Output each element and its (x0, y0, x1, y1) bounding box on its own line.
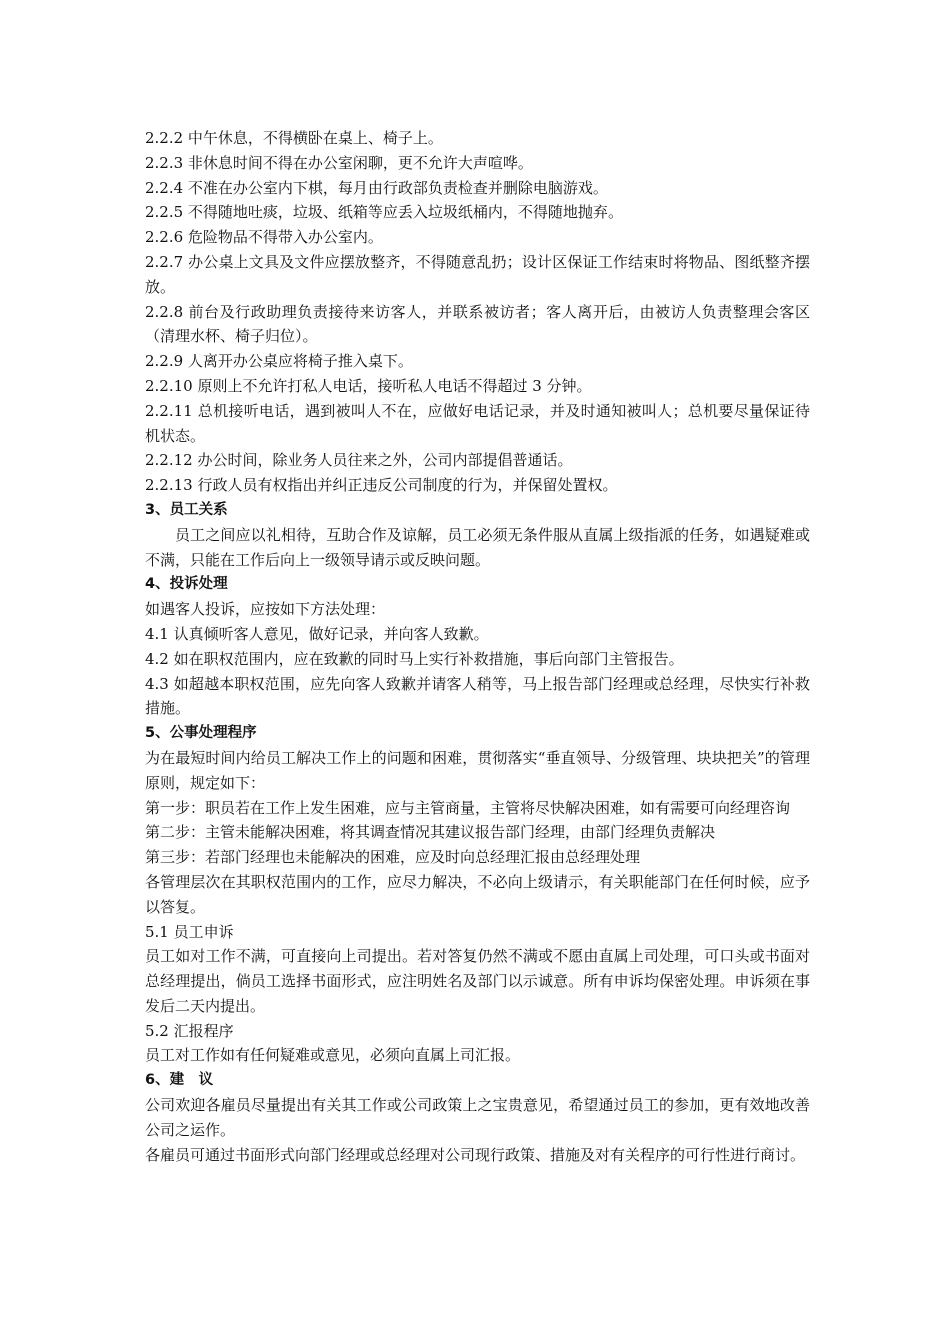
paragraph-employee-relations: 员工之间应以礼相待，互助合作及谅解，员工必须无条件服从直属上级指派的任务，如遇疑难或不满，只能在工作后向上一级领导请示或反映问题。 (145, 525, 810, 569)
paragraph-2-2-4: 2.2.4 不准在办公室内下棋，每月由行政部负责检查并删除电脑游戏。 (145, 178, 608, 197)
section-heading-employee-relations: 3、员工关系 (145, 501, 228, 518)
paragraph-2-2-9: 2.2.9 人离开办公桌应将椅子推入桌下。 (145, 352, 413, 371)
section-heading-suggestions: 6、建 议 (145, 1072, 214, 1089)
paragraph-2-2-7: 2.2.7 办公桌上文具及文件应摆放整齐，不得随意乱扔；设计区保证工作结束时将物品、图纸整齐摆放。 (145, 252, 810, 296)
paragraph-procedures-intro: 为在最短时间内给员工解决工作上的问题和困难，贯彻落实“垂直领导、分级管理、块块把关”的管理原则，规定如下： (145, 748, 810, 792)
paragraph-2-2-13: 2.2.13 行政人员有权指出并纠正违反公司制度的行为，并保留处置权。 (145, 476, 618, 495)
paragraph-2-2-12: 2.2.12 办公时间，除业务人员往来之外，公司内部提倡普通话。 (145, 451, 573, 470)
section-heading-procedures: 5、公事处理程序 (145, 725, 257, 742)
paragraph-step-2: 第二步：主管未能解决困难，将其调查情况其建议报告部门经理，由部门经理负责解决 (145, 823, 716, 842)
paragraph-2-2-5: 2.2.5 不得随地吐痰，垃圾、纸箱等应丢入垃圾纸桶内，不得随地抛弃。 (145, 203, 623, 222)
paragraph-2-2-8: 2.2.8 前台及行政助理负责接待来访客人，并联系被访者；客人离开后，由被访人负责整理会客区（清理水杯、椅子归位）。 (145, 302, 810, 346)
document-page (145, 126, 810, 1167)
paragraph-2-2-3: 2.2.3 非休息时间不得在办公室闲聊，更不允许大声喧哗。 (145, 153, 533, 172)
paragraph-management-levels: 各管理层次在其职权范围内的工作，应尽力解决，不必向上级请示，有关职能部门在任何时候，应予以答复。 (145, 872, 810, 916)
paragraph-2-2-2: 2.2.2 中午休息，不得横卧在桌上、椅子上。 (145, 129, 443, 147)
paragraph-suggestions-2: 各雇员可通过书面形式向部门经理或总经理对公司现行政策、措施及对有关程序的可行性进行商讨。 (145, 1145, 806, 1164)
paragraph-4-2: 4.2 如在职权范围内，应在致歉的同时马上实行补救措施，事后向部门主管报告。 (145, 649, 684, 668)
section-heading-complaints: 4、投诉处理 (145, 576, 228, 593)
paragraph-2-2-6: 2.2.6 危险物品不得带入办公室内。 (145, 228, 383, 247)
paragraph-2-2-10: 2.2.10 原则上不允许打私人电话，接听私人电话不得超过 3 分钟。 (145, 376, 592, 395)
paragraph-4-3: 4.3 如超越本职权范围，应先向客人致歉并请客人稍等，马上报告部门经理或总经理，尽快实行补救措施。 (145, 674, 810, 718)
paragraph-4-1: 4.1 认真倾听客人意见，做好记录，并向客人致歉。 (145, 624, 489, 643)
paragraph-complaints-intro: 如遇客人投诉，应按如下方法处理： (145, 600, 386, 619)
paragraph-reporting: 员工对工作如有任何疑难或意见，必须向直属上司汇报。 (145, 1046, 521, 1065)
paragraph-step-1: 第一步：职员若在工作上发生困难，应与主管商量，主管将尽快解决困难，如有需要可向经理咨询 (145, 798, 791, 817)
paragraph-suggestions-1: 公司欢迎各雇员尽量提出有关其工作或公司政策上之宝贵意见，希望通过员工的参加，更有效地改善公司之运作。 (145, 1096, 810, 1139)
paragraph-2-2-11: 2.2.11 总机接听电话，遇到被叫人不在，应做好电话记录，并及时通知被叫人；总机要尽量保证待机状态。 (145, 401, 810, 445)
subheading-5-2: 5.2 汇报程序 (145, 1021, 234, 1040)
paragraph-appeals: 员工如对工作不满，可直接向上司提出。若对答复仍然不满或不愿由直属上司处理，可口头或书面对总经理提出，倘员工选择书面形式，应注明姓名及部门以示诚意。所有申诉均保密处理。申诉须在事发后二天内提出。 (145, 947, 810, 1015)
subheading-5-1: 5.1 员工申诉 (145, 922, 234, 941)
paragraph-step-3: 第三步：若部门经理也未能解决的困难，应及时向总经理汇报由总经理处理 (145, 848, 641, 867)
